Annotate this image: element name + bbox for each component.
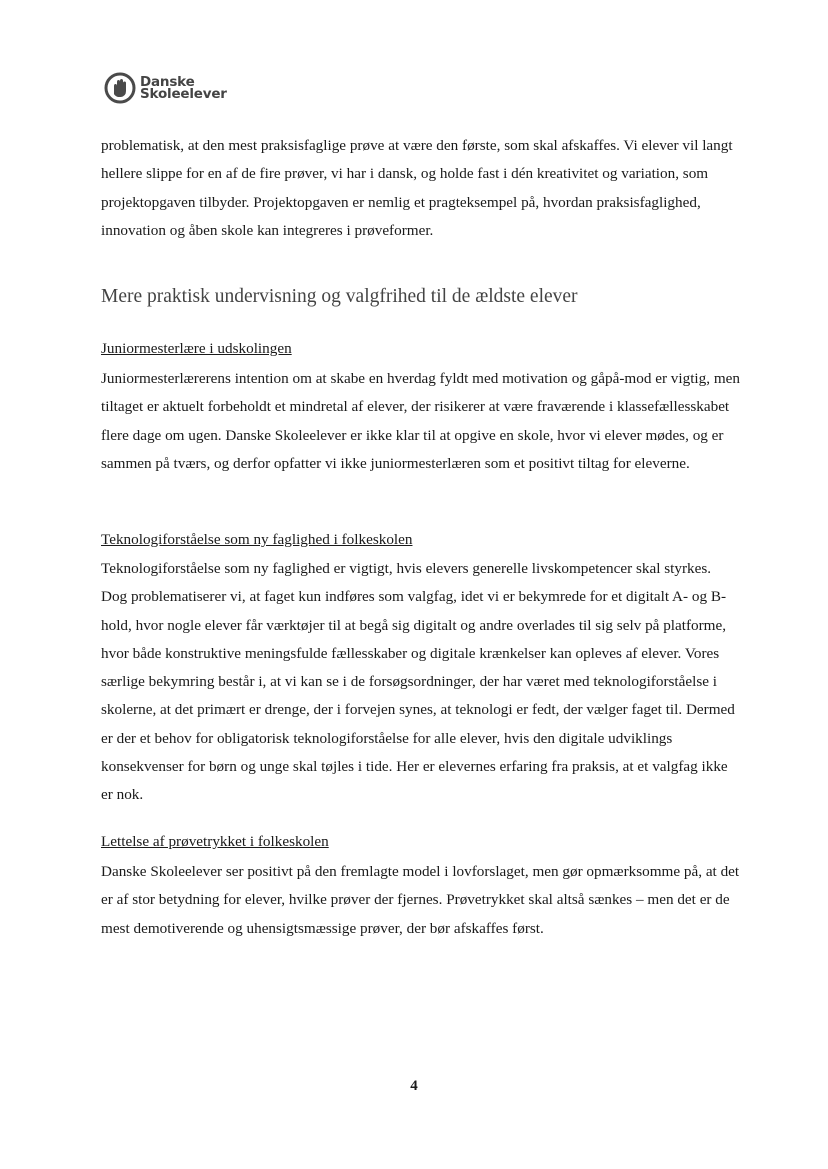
page-number: 4	[410, 1078, 418, 1094]
organization-logo	[104, 70, 227, 106]
paragraph-teknologiforstaaelse: Teknologiforståelse som ny faglighed er vigtigt, hvis elevers generelle livskompetencer skal styrkes. Dog problematiserer vi, at faget kun indføres som valgfag, idet vi er bekymrede for et digitalt A- og B-hold, hvor nogle elever får værktøjer til at begå sig digitalt og andre overlades til sig selv på platforme, hvor både konstruktive meningsfulde fællesskaber og digitale krænkelser kan opleves af elever. Vores særlige bekymring består i, at vi kan se i de forsøgsordninger, der har været med teknologiforståelse i skolerne, at det primært er drenge, der i forvejen synes, at teknologi er fedt, der vælger faget til. Dermed er der et behov for obligatorisk teknologiforståelse for alle elever, hvis den digitale udviklings konsekvenser for børn og unge skal tøjles i tide. Her er elevernes erfaring fra praksis, at et valgfag ikke er nok.	[101, 560, 735, 804]
subheading-juniormesterlaere: Juniormesterlære i udskolingen	[101, 340, 292, 357]
logo-wordmark	[140, 76, 227, 100]
paragraph-juniormesterlaere: Juniormesterlærerens intention om at skabe en hverdag fyldt med motivation og gåpå-mod er vigtig, men tiltaget er aktuelt forbeholdt et mindretal af elever, der risikerer at være fraværende i klassefællesskabet flere dage om ugen. Danske Skoleelever er ikke klar til at opgive en skole, hvor vi elever mødes, og er sammen på tværs, og derfor opfatter vi ikke juniormesterlæren som et positivt tiltag for eleverne.	[101, 370, 740, 472]
section-heading: Mere praktisk undervisning og valgfrihed til de ældste elever	[101, 286, 578, 307]
logo-text-line1: Danske	[140, 74, 195, 90]
intro-paragraph: problematisk, at den mest praksisfaglige prøve at være den første, som skal afskaffes. Vi elever vil langt hellere slippe for en af de fire prøver, vi har i dansk, og holde fast i dén kreativitet og variation, som projektopgaven tilbyder. Projektopgaven er nemlig et pragteksempel på, hvordan praksisfaglighed, innovation og åben skole kan integreres i prøveformer.	[101, 137, 733, 239]
hand-logo-icon	[104, 72, 136, 104]
paragraph-proevetryk: Danske Skoleelever ser positivt på den fremlagte model i lovforslaget, men gør opmærksomme på, at det er af stor betydning for elever, hvilke prøver der fjernes. Prøvetrykket skal altså sænkes – men det er de mest demotiverende og uhensigtsmæssige prøver, der bør afskaffes først.	[101, 863, 740, 937]
subheading-teknologiforstaaelse: Teknologiforståelse som ny faglighed i folkeskolen	[101, 531, 413, 548]
logo-text-line2: Skoleelever	[140, 86, 227, 102]
subheading-proevetryk: Lettelse af prøvetrykket i folkeskolen	[101, 833, 329, 850]
